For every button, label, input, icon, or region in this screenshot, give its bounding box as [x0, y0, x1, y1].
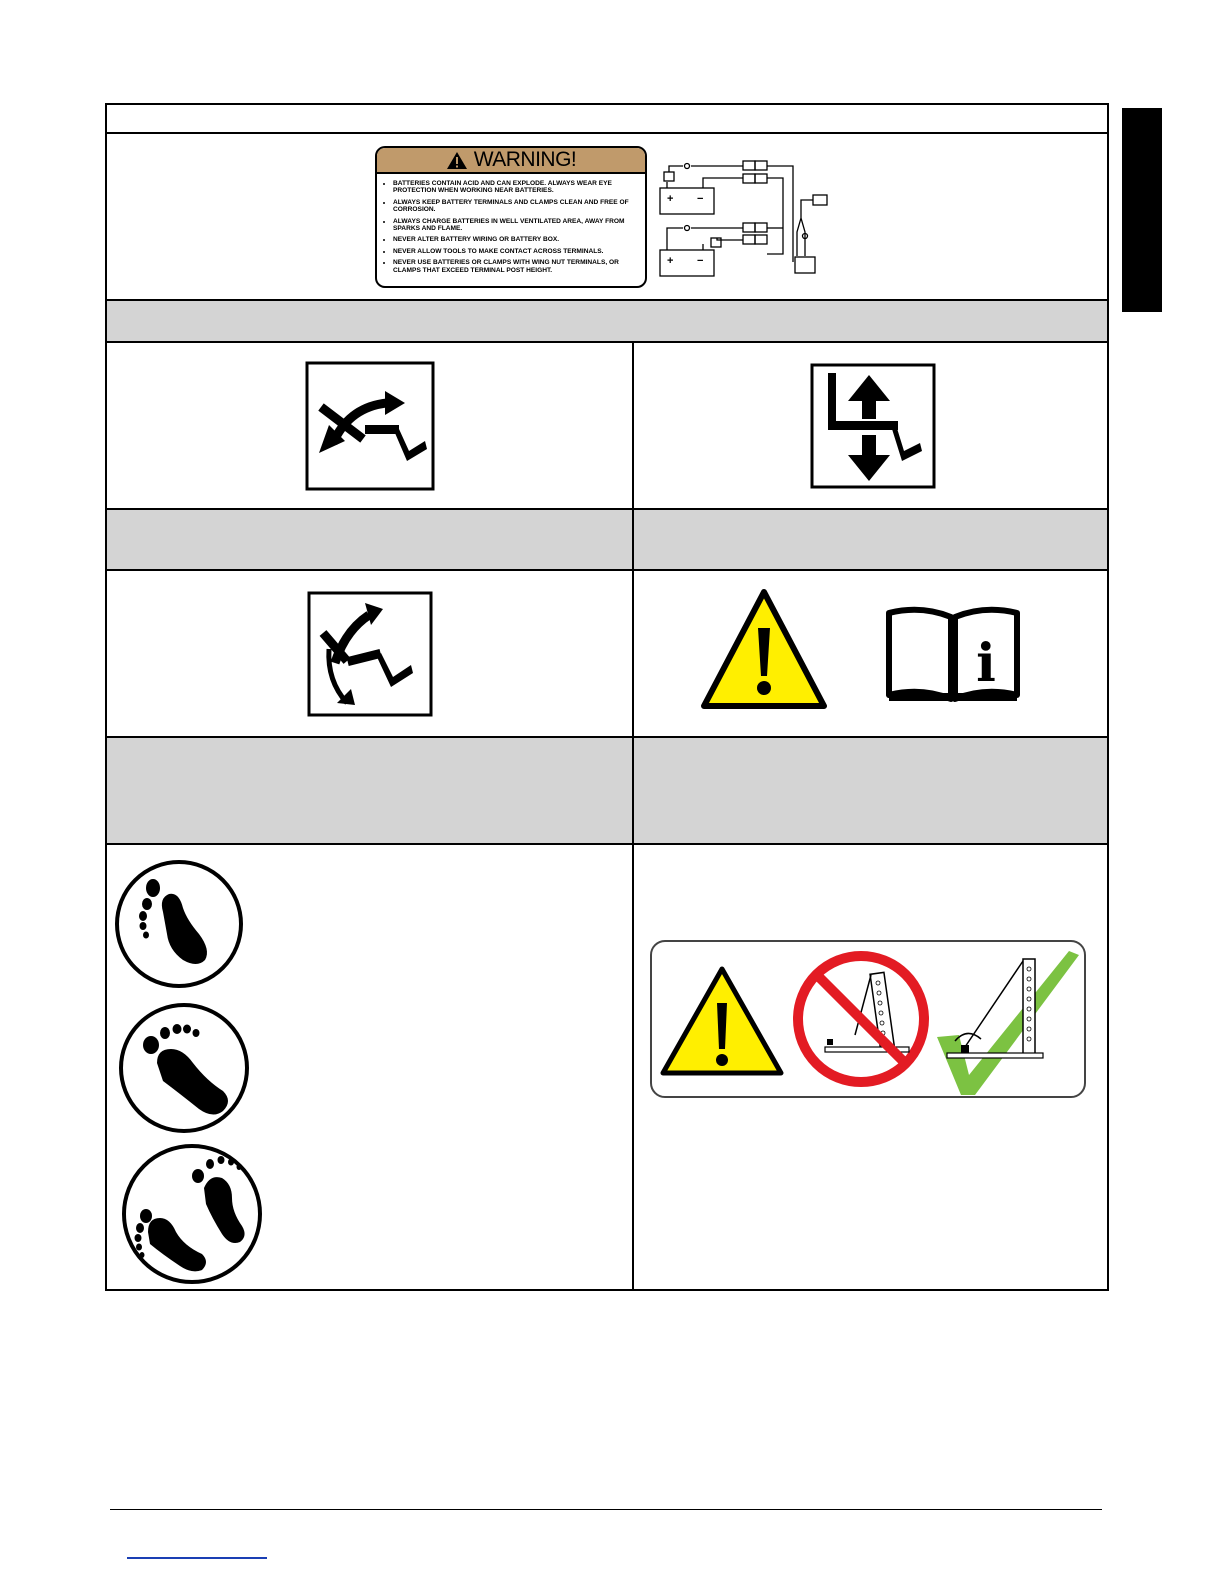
info-letter: i: [976, 633, 996, 694]
control-caption-row: [107, 510, 1107, 571]
footer-link[interactable]: [127, 1557, 267, 1559]
warning-item: • NEVER ALLOW TOOLS TO MAKE CONTACT ACROSS TERMINALS.: [393, 248, 637, 255]
battery-warning-decal: [375, 146, 647, 288]
prohibition-sign-icon: [798, 956, 924, 1082]
warning-header: [377, 148, 645, 174]
caution-triangle-icon: [700, 588, 828, 710]
battery-warning-row: [107, 134, 1107, 301]
section-tab: [1122, 108, 1162, 312]
mast-decal-cell: [634, 845, 1111, 1289]
battery-plus-label: +: [667, 193, 674, 205]
battery-minus-label: −: [697, 255, 704, 267]
warning-title: WARNING!: [473, 148, 577, 171]
read-manual-icon: [885, 605, 1021, 703]
lift-control-cell: [634, 343, 1111, 508]
decal-caption-row: [107, 301, 1107, 343]
safety-caption-row: [107, 738, 1107, 845]
warning-item: • ALWAYS KEEP BATTERY TERMINALS AND CLAMPS CLEAN AND FREE OF CORROSION.: [393, 199, 637, 214]
warning-item: • ALWAYS CHARGE BATTERIES IN WELL VENTILATED AREA, AWAY FROM SPARKS AND FLAME.: [393, 218, 637, 233]
warning-triangle-icon: [446, 151, 468, 170]
column-divider: [632, 343, 634, 1289]
safety-icons-row: [107, 571, 1107, 738]
double-footprint-icon: [118, 1142, 266, 1286]
battery-wiring-diagram: [657, 158, 837, 282]
recline-control-cell: [107, 571, 632, 736]
mast-tie-down-decal: [649, 939, 1087, 1099]
warning-list: [377, 174, 645, 274]
control-icons-row: [107, 343, 1107, 510]
battery-minus-label: −: [697, 193, 704, 205]
warning-item: • NEVER ALTER BATTERY WIRING OR BATTERY BOX.: [393, 236, 637, 243]
lift-control-icon: [810, 363, 936, 489]
tilt-control-cell: [107, 343, 632, 508]
footer-rule: [110, 1509, 1102, 1510]
single-footprint-icon: [113, 858, 245, 990]
stepping-row: [107, 845, 1107, 1289]
single-footprint-icon: [117, 1001, 251, 1135]
warning-item: • BATTERIES CONTAIN ACID AND CAN EXPLODE. ALWAYS WEAR EYE PROTECTION WHEN WORKING NEAR BATTERIES.: [393, 180, 637, 195]
decal-table: [105, 103, 1109, 1291]
tilt-control-icon: [305, 361, 435, 491]
warning-item: • NEVER USE BATTERIES OR CLAMPS WITH WING NUT TERMINALS, OR CLAMPS THAT EXCEED TERMINAL POST HEIGHT.: [393, 259, 637, 274]
table-header-row: [107, 105, 1107, 134]
battery-plus-label: +: [667, 255, 674, 267]
footprint-cell: [107, 845, 632, 1289]
caution-manual-cell: [634, 571, 1111, 736]
recline-control-icon: [307, 591, 433, 717]
